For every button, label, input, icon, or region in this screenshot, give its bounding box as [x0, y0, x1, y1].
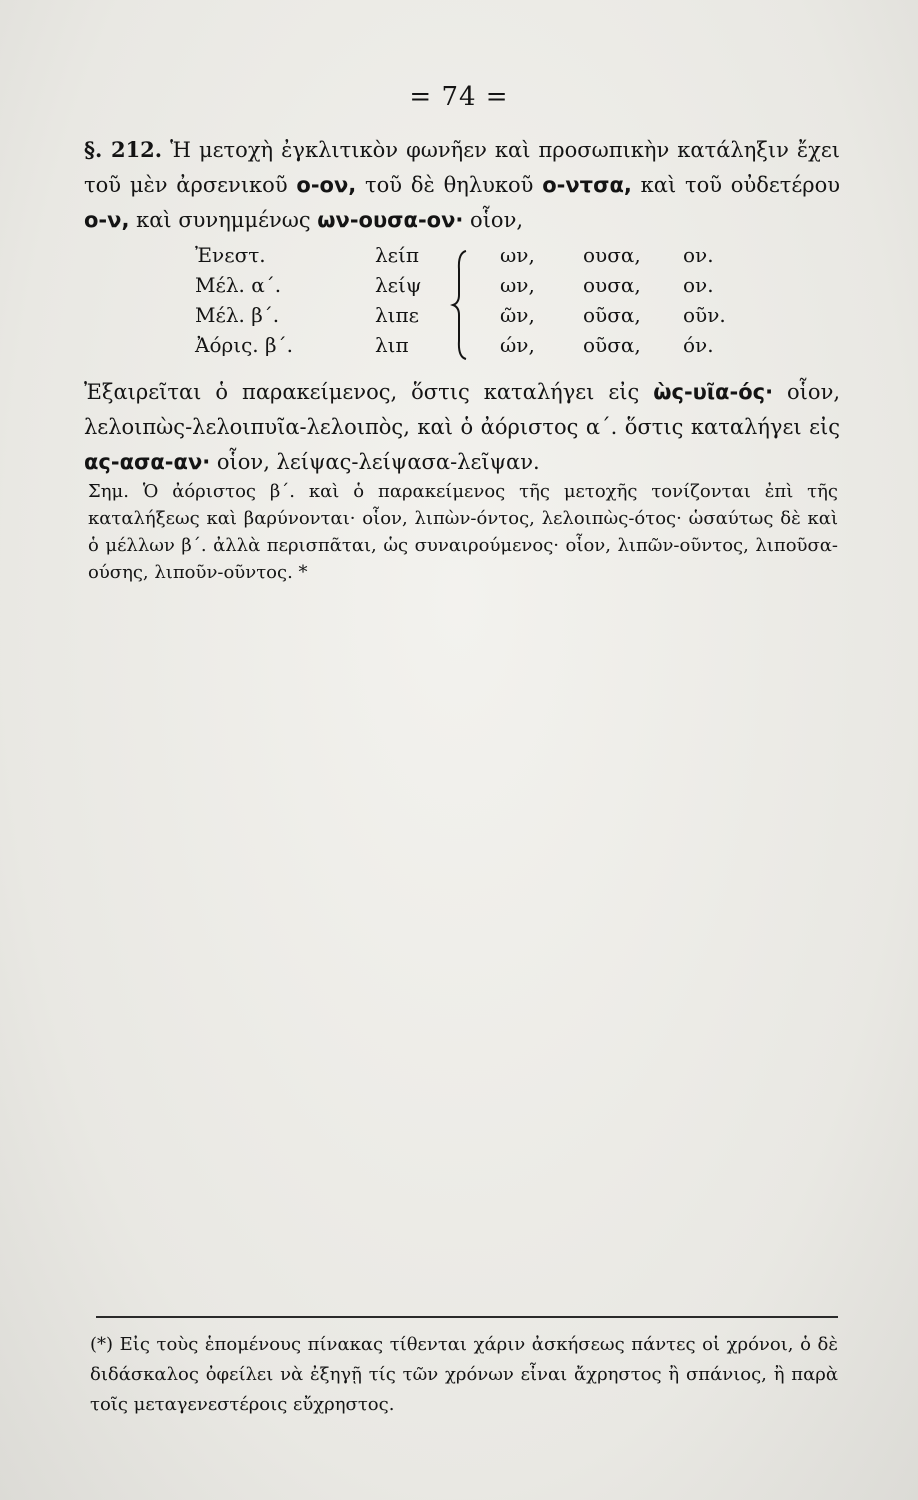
ending-n: ον.: [683, 243, 714, 267]
exception-text: οἷον, λελοιπὼς-λελοιπυῖα-λελοιπὸς, καὶ ὁ ἀόριστος α΄. ὅστις καταλήγει εἰς: [84, 380, 841, 439]
exception-text: οἷον, λείψας-λείψασα-λεῖψαν.: [210, 450, 540, 474]
ending-f: ουσα,: [583, 243, 641, 267]
ending-feminine: ο-ντσα,: [542, 173, 632, 197]
note-paragraph: Σημ. Ὁ ἀόριστος β΄. καὶ ὁ παρακείμενος τῆς μετοχῆς τονίζονται ἐπὶ τῆς καταλήξεως καὶ βαρύνονται· οἷον, λιπὼν-όντος, λελοιπὼς-ότος· ὡσαύτως δὲ καὶ ὁ μέλλων β΄. ἀλλὰ περισπᾶται, ὡς συναιρούμενος· οἷον, λιπῶν-οῦντος, λιποῦσα-ούσης, λιποῦν-οῦντος. *: [88, 481, 838, 583]
section-text: καὶ συνημμένως: [129, 208, 318, 232]
ending-neuter: ο-ν,: [84, 208, 130, 232]
ending-m: ων,: [500, 273, 535, 297]
ending-m: ών,: [500, 333, 535, 357]
table-row: [195, 273, 755, 301]
section-text: καὶ τοῦ οὐδετέρου: [631, 173, 840, 197]
ending-f: ουσα,: [583, 273, 641, 297]
section-text: τοῦ δὲ θηλυκοῦ: [356, 173, 543, 197]
stem: λείψ: [375, 273, 422, 297]
ending-aorist: ας-ασα-αν·: [84, 450, 211, 474]
participle-table: [195, 243, 755, 363]
stem: λιπ: [375, 333, 409, 357]
ending-f: οῦσα,: [583, 303, 641, 327]
tense-label: Ἀόρις. β΄.: [195, 333, 293, 357]
ending-masculine: ο-ον,: [296, 173, 357, 197]
section-text: Ἡ μετοχὴ ἐγκλιτικὸν φωνῆεν καὶ προσωπικὴν κατάληξιν ἔχει τοῦ μὲν ἀρσενικοῦ: [84, 138, 840, 197]
table-row: [195, 333, 755, 361]
section-text: οἷον,: [463, 208, 524, 232]
tense-label: Μέλ. β΄.: [195, 303, 280, 327]
ending-perfect: ὼς-υῖα-ός·: [653, 380, 774, 404]
stem: λείπ: [375, 243, 420, 267]
ending-combined: ων-ουσα-ον·: [317, 208, 464, 232]
exception-paragraph: [84, 375, 840, 480]
exception-text: Ἐξαιρεῖται ὁ παρακείμενος, ὅστις καταλήγει εἰς: [84, 380, 654, 404]
tense-label: Ἐνεστ.: [195, 243, 266, 267]
section-212-paragraph: [84, 132, 840, 238]
footnote-divider: [96, 1316, 838, 1318]
tense-label: Μέλ. α΄.: [195, 273, 282, 297]
ending-n: ον.: [683, 273, 714, 297]
page-number: = 74 =: [409, 82, 509, 112]
ending-f: οῦσα,: [583, 333, 641, 357]
stem: λιπε: [375, 303, 420, 327]
section-number: §. 212.: [84, 137, 163, 162]
footnote: (*) Εἰς τοὺς ἑπομένους πίνακας τίθενται χάριν ἀσκήσεως πάντες οἱ χρόνοι, ὁ δὲ διδάσκαλος ὀφείλει νὰ ἐξηγῇ τίς τῶν χρόνων εἶναι ἄχρηστος ἢ σπάνιος, ἢ παρὰ τοῖς μεταγενεστέροις εὔχρηστος.: [90, 1334, 838, 1415]
ending-m: ῶν,: [500, 303, 535, 327]
table-row: [195, 243, 755, 271]
ending-n: οῦν.: [683, 303, 726, 327]
table-row: [195, 303, 755, 331]
ending-m: ων,: [500, 243, 535, 267]
ending-n: όν.: [683, 333, 714, 357]
